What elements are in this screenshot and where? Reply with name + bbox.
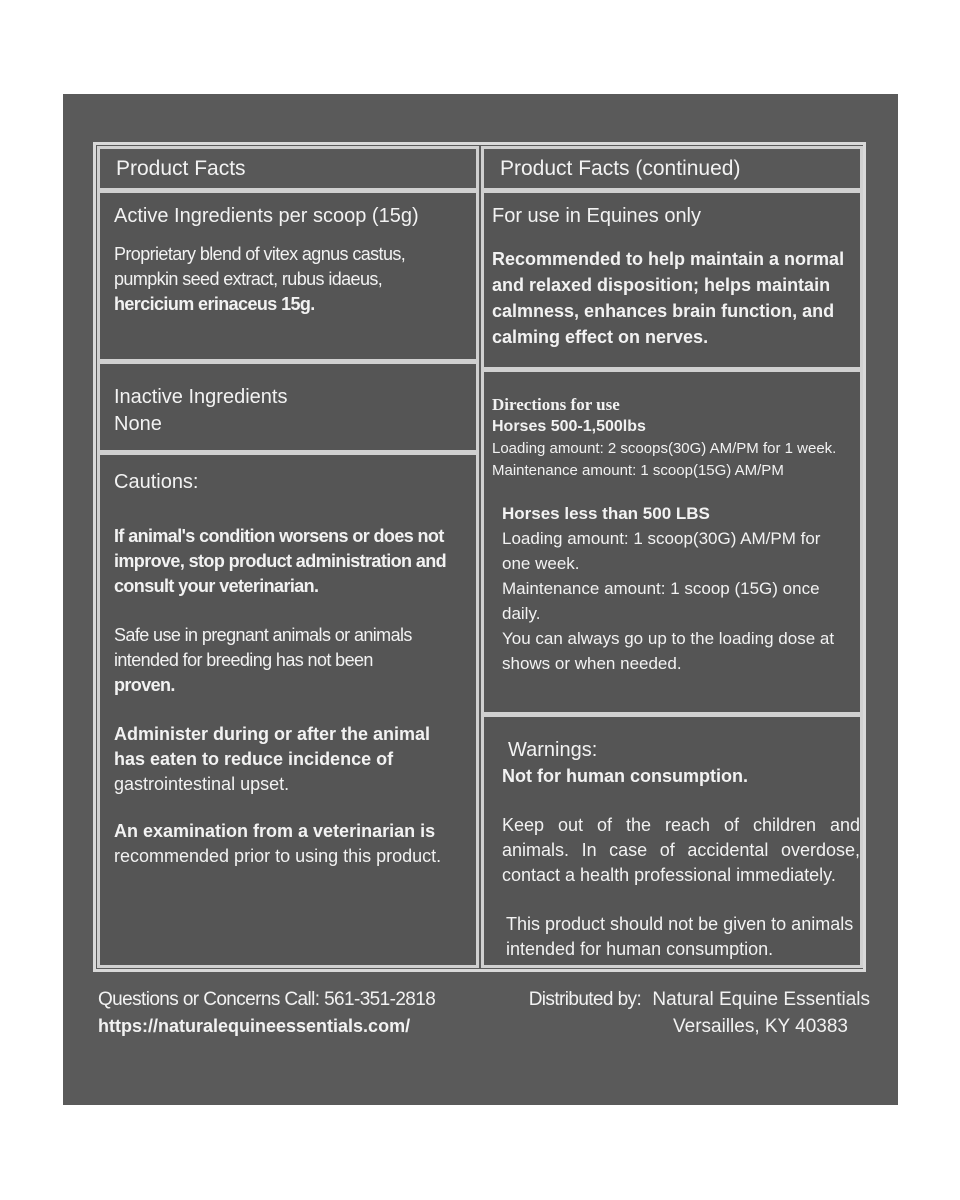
inactive-ingredients-value: None [114, 413, 162, 435]
warning-food-animals: This product should not be given to animals intended for human consumption. [506, 914, 854, 959]
caution-condition: If animal's condition worsens or does not improve, stop product administration and consult your veterinarian. [114, 526, 447, 596]
active-ingredients-text: Proprietary blend of vitex agnus castus, pumpkin seed extract, rubus idaeus, hercicium erinaceus 15g. [114, 244, 406, 314]
group2-maintenance: Maintenance amount: 1 scoop (15G) once daily. [502, 579, 820, 623]
active-ingredients-title: Active Ingredients per scoop (15g) [114, 205, 419, 227]
group1-loading: Loading amount: 2 scoops(30G) AM/PM for 1 week. [492, 440, 837, 457]
cautions-section [97, 452, 479, 968]
use-text: Recommended to help maintain a normal and relaxed disposition; helps maintain calmness, enhances brain function, and calming effect on nerves. [492, 249, 845, 347]
inactive-ingredients-title: Inactive Ingredients [114, 386, 288, 408]
cautions-title: Cautions: [114, 471, 199, 493]
distributor-info [520, 986, 870, 1040]
directions-title: Directions for use [492, 395, 620, 414]
inactive-ingredients-section [97, 361, 479, 453]
left-header: Product Facts [97, 146, 479, 191]
caution-pregnancy: Safe use in pregnant animals or animals intended for breeding has not been proven. [114, 625, 412, 695]
group2-note: You can always go up to the loading dose at shows or when needed. [502, 629, 835, 673]
warning-children: Keep out of the reach of children and animals. In case of accidental overdose, contact a health professional immediately. [502, 815, 860, 885]
caution-administer: Administer during or after the animal has eaten to reduce incidence of gastrointestinal upset. [114, 724, 431, 794]
active-ingredients-section [97, 190, 479, 362]
questions-text: Questions or Concerns Call: 561-351-2818 [98, 989, 436, 1010]
right-header: Product Facts (continued) [481, 146, 863, 191]
use-title: For use in Equines only [492, 205, 702, 227]
distributor-address: Versailles, KY 40383 [673, 1016, 848, 1037]
distributor-line: Distributed by: Natural Equine Essentials [528, 989, 870, 1010]
directions-section [481, 369, 863, 715]
group2-loading: Loading amount: 1 scoop(30G) AM/PM for one week. [502, 529, 821, 573]
warnings-title: Warnings: [508, 739, 598, 761]
website-link[interactable]: https://naturalequineessentials.com/ [98, 1016, 411, 1036]
use-section [481, 190, 863, 370]
warning-human: Not for human consumption. [502, 766, 748, 786]
group2-title: Horses less than 500 LBS [502, 504, 710, 523]
group1-title: Horses 500-1,500lbs [492, 418, 646, 435]
group1-maintenance: Maintenance amount: 1 scoop(15G) AM/PM [492, 462, 784, 479]
caution-examination: An examination from a veterinarian is recommended prior to using this product. [114, 821, 442, 866]
warnings-section [481, 714, 863, 968]
contact-info [98, 986, 498, 1040]
